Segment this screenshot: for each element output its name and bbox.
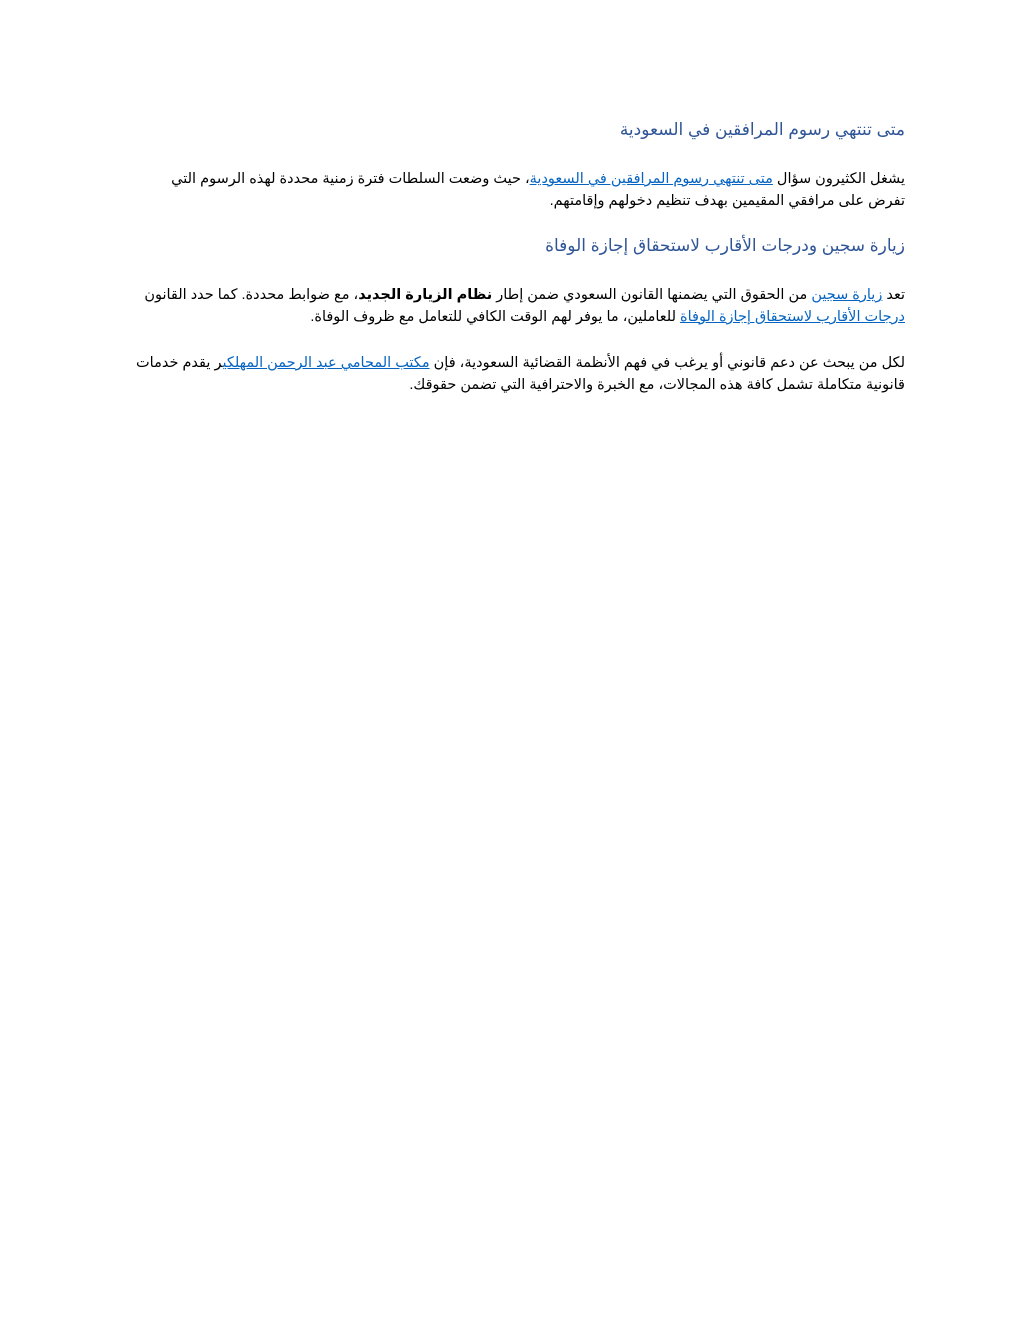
paragraph-text: للعاملين، ما يوفر لهم الوقت الكافي للتعامل مع ظروف الوفاة. (310, 309, 681, 325)
link-law-office[interactable]: مكتب المحامي عبد الرحمن المهلكي (222, 355, 430, 371)
paragraph-law-office (135, 352, 905, 396)
paragraph-companion-fees (135, 168, 905, 212)
paragraph-text: تعد (882, 287, 905, 303)
heading-prisoner-visit: زيارة سجين ودرجات الأقارب لاستحقاق إجازة الوفاة (545, 236, 905, 255)
paragraph-text: ، حيث وضعت السلطات فترة زمنية محددة لهذه الرسوم التي تفرض على مرافقي المقيمين بهدف تنظيم دخولهم وإقامتهم. (171, 171, 905, 209)
paragraph-text: ، مع ضوابط محددة. كما حدد القانون (144, 287, 359, 303)
paragraph-text: لكل من يبحث عن دعم قانوني أو يرغب في فهم الأنظمة القضائية السعودية، فإن (429, 355, 905, 371)
paragraph-text: من الحقوق التي يضمنها القانون السعودي ضمن إطار (492, 287, 812, 303)
document-content (135, 118, 905, 396)
paragraph-prisoner-visit (135, 284, 905, 328)
bold-new-visit-system: نظام الزيارة الجديد (358, 287, 493, 303)
heading-companion-fees: متى تنتهي رسوم المرافقين في السعودية (619, 120, 905, 139)
link-companion-fees[interactable]: متى تنتهي رسوم المرافقين في السعودية (529, 171, 773, 187)
paragraph-text: ر يقدم خدمات قانونية متكاملة تشمل كافة هذه المجالات، مع الخبرة والاحترافية التي تضمن حقوقك. (136, 355, 905, 393)
link-bereavement-leave[interactable]: درجات الأقارب لاستحقاق إجازة الوفاة (680, 309, 905, 325)
link-prisoner-visit[interactable]: زيارة سجين (811, 287, 883, 303)
paragraph-text: يشغل الكثيرون سؤال (772, 171, 905, 187)
